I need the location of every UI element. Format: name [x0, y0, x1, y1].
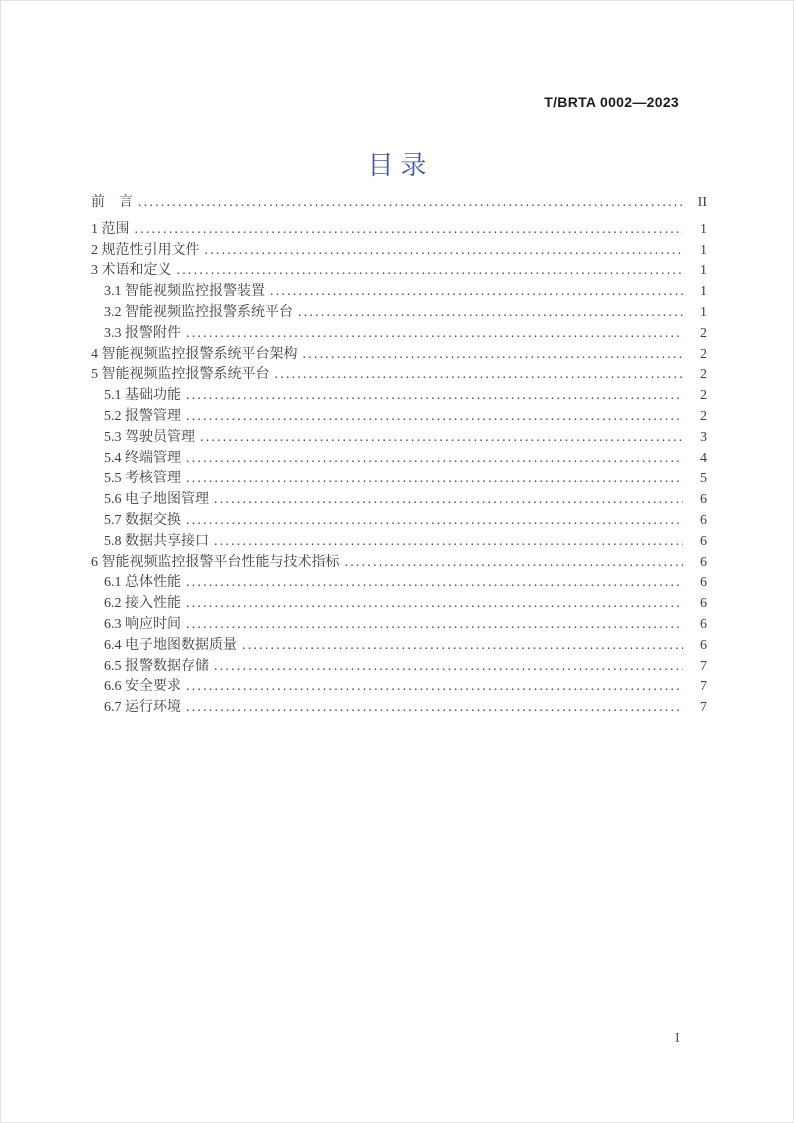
- toc-entry-label: 5.7 数据交换: [104, 512, 181, 528]
- footer-page-number: I: [675, 1031, 680, 1046]
- toc-entry-page: 6: [700, 575, 707, 591]
- toc-entry-label: 5.2 报警管理: [104, 408, 181, 424]
- toc-dot-leader: [186, 451, 683, 467]
- toc-entry[interactable]: [91, 405, 707, 426]
- toc-entry[interactable]: [91, 592, 707, 613]
- toc-entry-label: 3 术语和定义: [91, 263, 172, 279]
- toc-list: [91, 191, 707, 717]
- toc-entry[interactable]: [91, 675, 707, 696]
- toc-dot-leader: [186, 388, 683, 404]
- toc-entry-label: 6.4 电子地图数据质量: [104, 637, 237, 653]
- toc-entry-page: 6: [700, 616, 707, 632]
- toc-dot-leader: [186, 575, 683, 591]
- toc-entry-page: 7: [700, 658, 707, 674]
- toc-entry-page: 2: [700, 367, 707, 383]
- toc-entry-label: 5.8 数据共享接口: [104, 533, 209, 549]
- toc-entry[interactable]: [91, 280, 707, 301]
- toc-entry[interactable]: [91, 634, 707, 655]
- toc-entry-label: 1 范围: [91, 221, 130, 237]
- toc-entry-page: 6: [700, 596, 707, 612]
- toc-entry[interactable]: [91, 655, 707, 676]
- toc-entry-label: 5.6 电子地图管理: [104, 492, 209, 508]
- toc-entry-page: 1: [700, 221, 707, 237]
- toc-dot-leader: [214, 659, 683, 675]
- toc-dot-leader: [186, 409, 683, 425]
- toc-entry-page: 6: [700, 492, 707, 508]
- toc-dot-leader: [186, 326, 683, 342]
- doc-code: T/BRTA 0002—2023: [544, 94, 679, 110]
- page-title: 目录: [367, 151, 434, 180]
- toc-dot-leader: [345, 555, 684, 571]
- toc-entry-page: 5: [700, 471, 707, 487]
- toc-dot-leader: [270, 284, 683, 300]
- toc-entry-label: 3.3 报警附件: [104, 325, 181, 341]
- toc-entry-page: 6: [700, 533, 707, 549]
- toc-entry[interactable]: [91, 696, 707, 717]
- toc-dot-leader: [177, 263, 684, 279]
- toc-entry-label: 6.2 接入性能: [104, 596, 181, 612]
- toc-entry[interactable]: [91, 322, 707, 343]
- toc-entry-page: 1: [700, 284, 707, 300]
- toc-dot-leader: [205, 243, 684, 259]
- toc-entry-page: 1: [700, 242, 707, 258]
- toc-entry-label: 5.1 基础功能: [104, 388, 181, 404]
- toc-dot-leader: [135, 222, 684, 238]
- toc-dot-leader: [242, 638, 683, 654]
- toc-entry[interactable]: [91, 613, 707, 634]
- toc-entry-page: 2: [700, 388, 707, 404]
- toc-entry[interactable]: [91, 384, 707, 405]
- toc-entry-page: 1: [700, 304, 707, 320]
- toc-entry[interactable]: [91, 301, 707, 322]
- toc-entry-page: 6: [700, 554, 707, 570]
- toc-entry-label: 2 规范性引用文件: [91, 242, 200, 258]
- toc-dot-leader: [303, 347, 684, 363]
- toc-entry[interactable]: [91, 571, 707, 592]
- toc-entry[interactable]: [91, 530, 707, 551]
- toc-entry-page: 2: [700, 325, 707, 341]
- toc-entry-label: 4 智能视频监控报警系统平台架构: [91, 346, 298, 362]
- toc-entry-page: 3: [700, 429, 707, 445]
- toc-entry-label: 5 智能视频监控报警系统平台: [91, 367, 270, 383]
- toc-dot-leader: [214, 492, 683, 508]
- toc-entry-page: II: [697, 195, 707, 210]
- toc-entry-label: 3.1 智能视频监控报警装置: [104, 284, 265, 300]
- toc-entry[interactable]: [91, 488, 707, 509]
- toc-dot-leader: [275, 367, 684, 383]
- toc-dot-leader: [298, 305, 683, 321]
- toc-dot-leader: [186, 679, 683, 695]
- toc-entry-label: 6.5 报警数据存储: [104, 658, 209, 674]
- toc-entry-page: 1: [700, 263, 707, 279]
- toc-entry[interactable]: [91, 191, 707, 212]
- toc-entry-label: 3.2 智能视频监控报警系统平台: [104, 304, 293, 320]
- toc-entry[interactable]: [91, 259, 707, 280]
- toc-entry[interactable]: [91, 363, 707, 384]
- toc-entry-label: 5.4 终端管理: [104, 450, 181, 466]
- toc-entry-page: 2: [700, 408, 707, 424]
- toc-entry-label: 6.3 响应时间: [104, 616, 181, 632]
- toc-entry-label: 5.5 考核管理: [104, 471, 181, 487]
- toc-entry-page: 6: [700, 637, 707, 653]
- toc-dot-leader: [186, 617, 683, 633]
- toc-entry-page: 2: [700, 346, 707, 362]
- toc-dot-leader: [186, 596, 683, 612]
- toc-entry-label: 5.3 驾驶员管理: [104, 429, 195, 445]
- toc-dot-leader: [186, 513, 683, 529]
- toc-dot-leader: [186, 700, 683, 716]
- toc-entry[interactable]: [91, 426, 707, 447]
- toc-entry[interactable]: [91, 218, 707, 239]
- toc-entry-label: 前 言: [91, 195, 133, 210]
- toc-entry[interactable]: [91, 509, 707, 530]
- toc-entry[interactable]: [91, 551, 707, 572]
- toc-dot-leader: [214, 534, 683, 550]
- toc-entry-label: 6.7 运行环境: [104, 700, 181, 716]
- toc-entry-label: 6.6 安全要求: [104, 679, 181, 695]
- toc-entry-page: 6: [700, 512, 707, 528]
- toc-dot-leader: [186, 471, 683, 487]
- toc-entry[interactable]: [91, 343, 707, 364]
- toc-entry-page: 7: [700, 700, 707, 716]
- toc-entry[interactable]: [91, 447, 707, 468]
- toc-entry-label: 6.1 总体性能: [104, 575, 181, 591]
- toc-entry-page: 7: [700, 679, 707, 695]
- toc-dot-leader: [138, 195, 683, 211]
- toc-entry[interactable]: [91, 467, 707, 488]
- toc-dot-leader: [200, 430, 683, 446]
- toc-entry-page: 4: [700, 450, 707, 466]
- toc-entry-label: 6 智能视频监控报警平台性能与技术指标: [91, 554, 340, 570]
- toc-entry[interactable]: [91, 239, 707, 260]
